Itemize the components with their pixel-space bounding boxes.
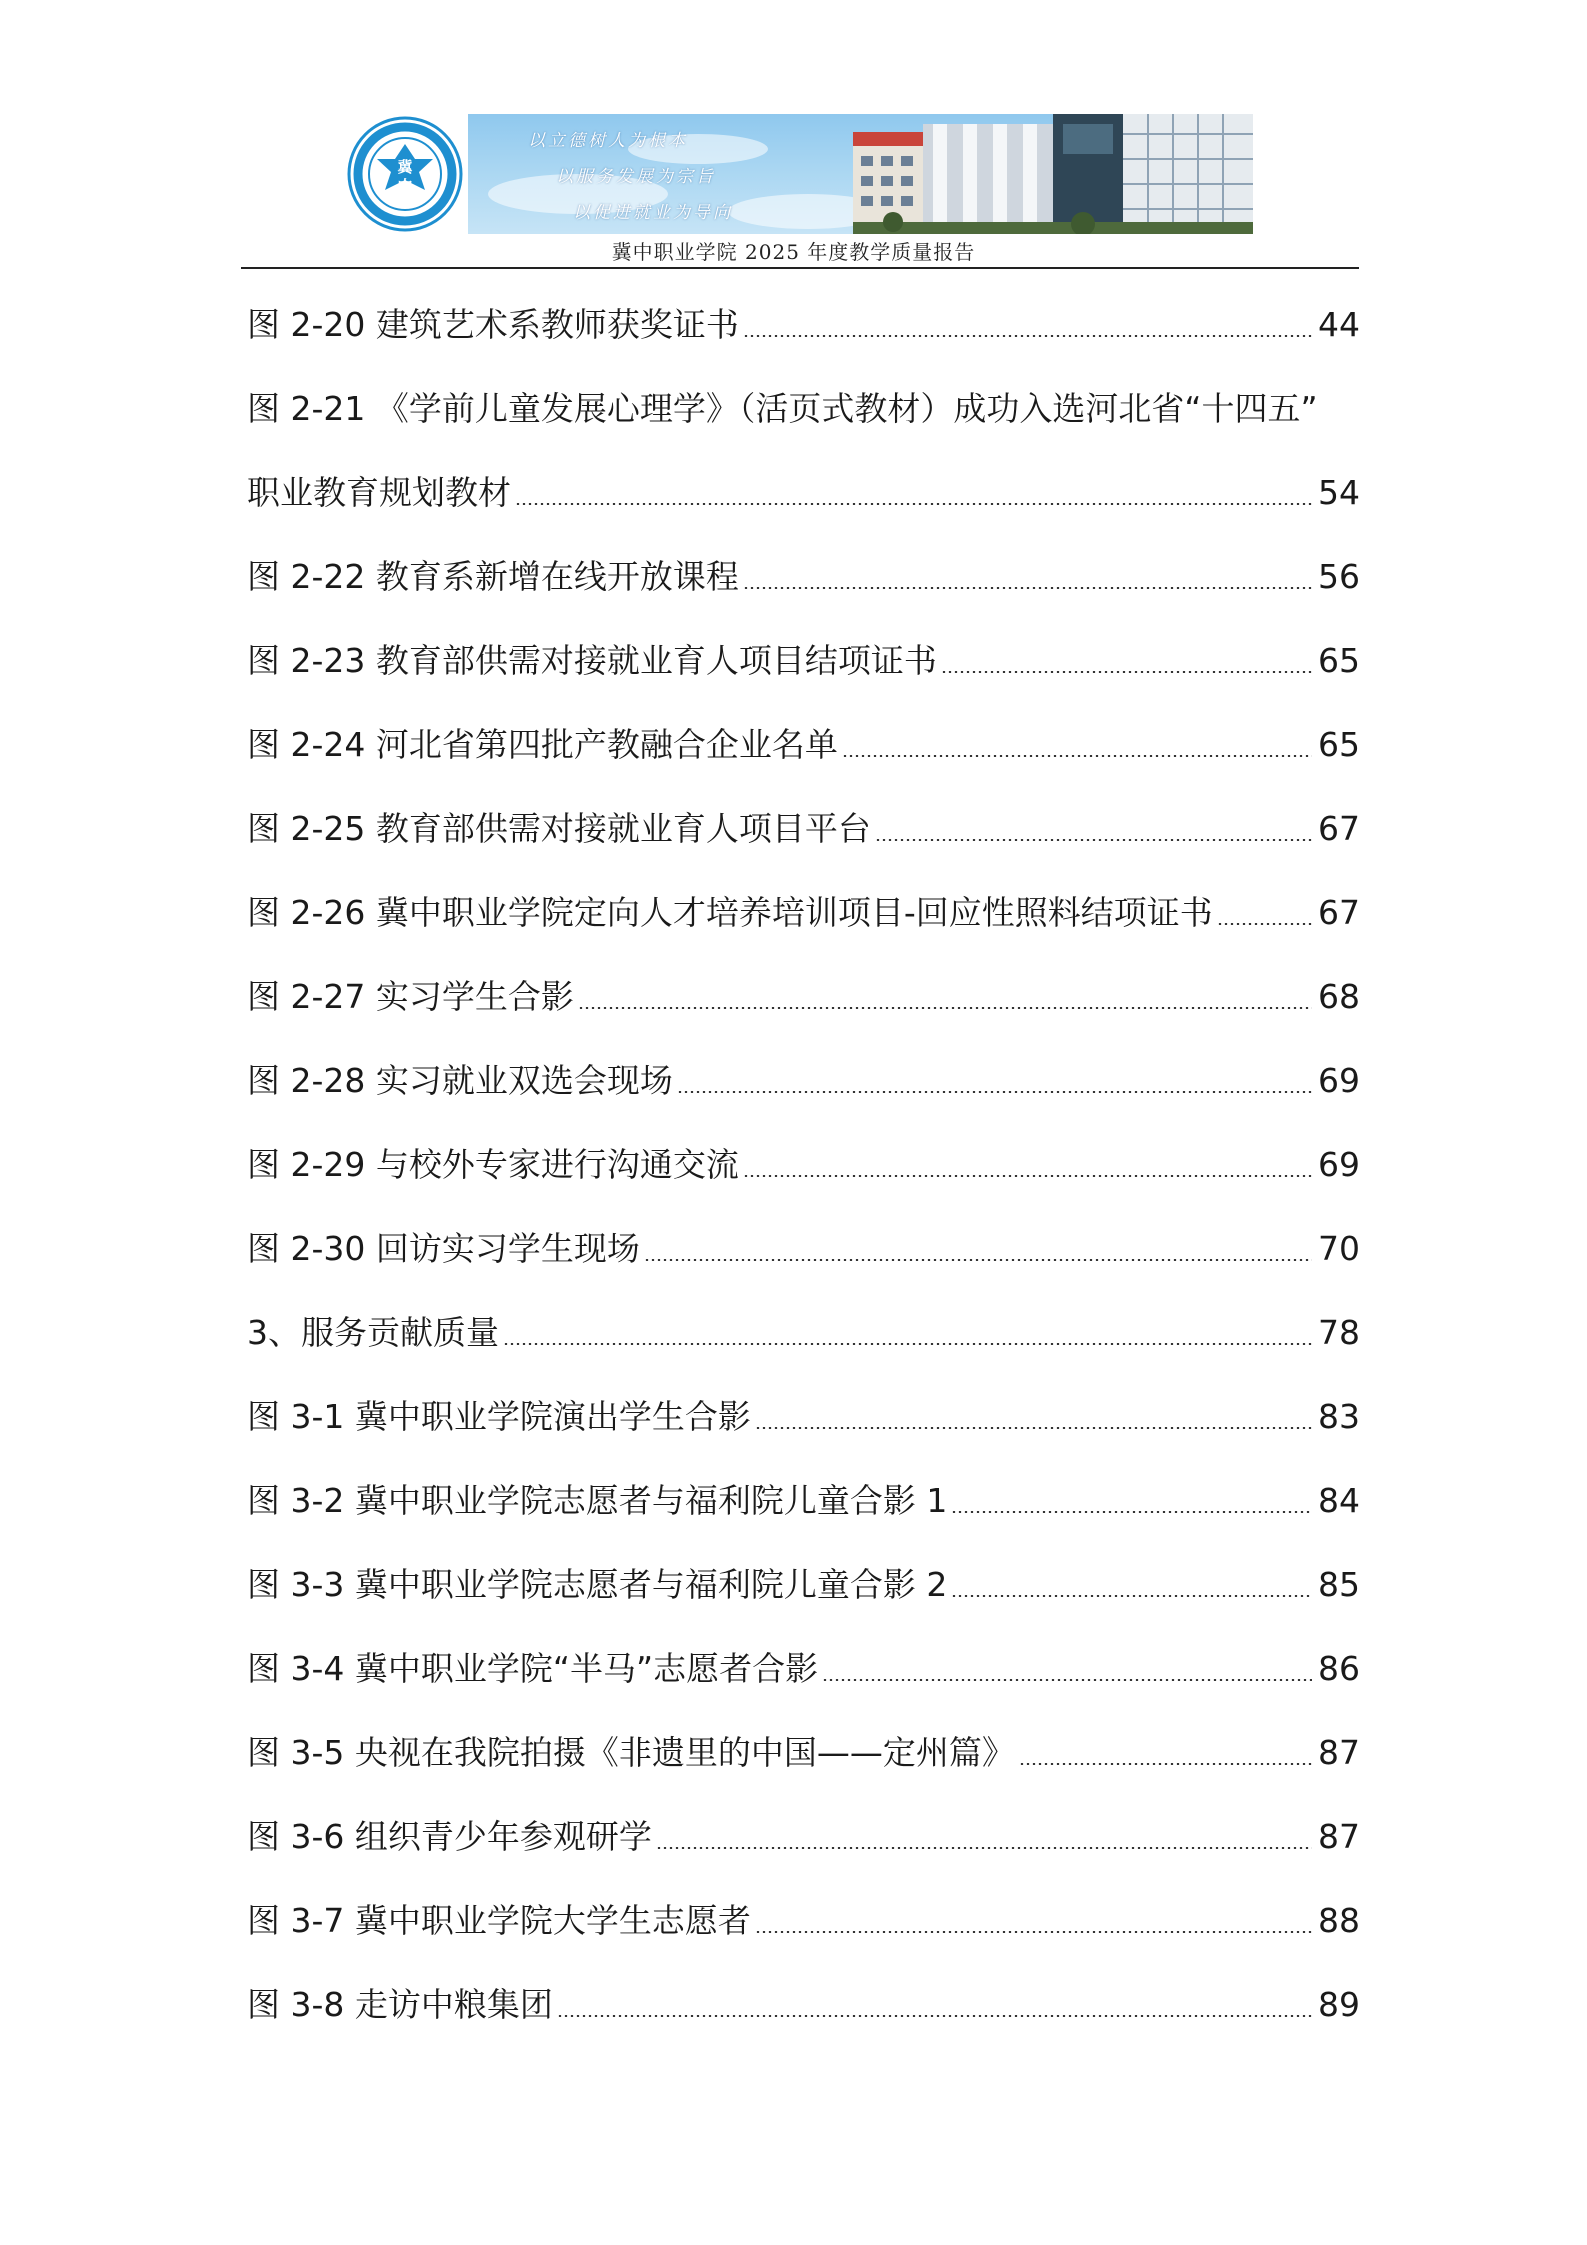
- toc-entry[interactable]: [247, 1878, 1360, 1962]
- entry-page-number: 89: [1318, 1984, 1360, 2024]
- entry-page-number: 65: [1318, 640, 1360, 680]
- toc-entry[interactable]: [247, 1458, 1360, 1542]
- dot-leader: [656, 1847, 1312, 1849]
- entry-page-number: 88: [1318, 1900, 1360, 1940]
- entry-title: 图 2-29 与校外专家进行沟通交流: [247, 1144, 739, 1184]
- toc-entry[interactable]: [247, 954, 1360, 1038]
- dot-leader: [578, 1007, 1312, 1009]
- dot-leader: [743, 335, 1312, 337]
- dot-leader: [951, 1595, 1312, 1597]
- dot-leader: [822, 1679, 1312, 1681]
- entry-title: 职业教育规划教材: [247, 472, 511, 512]
- entry-title: 图 3-4 冀中职业学院“半马”志愿者合影: [247, 1648, 819, 1688]
- toc-entry[interactable]: [247, 618, 1360, 702]
- section-title: 3、服务贡献质量: [247, 1312, 499, 1352]
- entry-title: 图 3-6 组织青少年参观研学: [247, 1816, 652, 1856]
- toc-entry[interactable]: [247, 534, 1360, 618]
- entry-page-number: 65: [1318, 724, 1360, 764]
- toc-entry[interactable]: [247, 1038, 1360, 1122]
- banner-sky: [468, 114, 1253, 234]
- entry-title: 图 2-27 实习学生合影: [247, 976, 574, 1016]
- entry-page-number: 69: [1318, 1144, 1360, 1184]
- entry-title: 图 2-22 教育系新增在线开放课程: [247, 556, 739, 596]
- toc-entry[interactable]: [247, 1122, 1360, 1206]
- logo-char-bottom: 中: [397, 177, 413, 195]
- toc-entry[interactable]: [247, 1710, 1360, 1794]
- report-header-caption: 冀中职业学院 2025 年度教学质量报告: [611, 240, 976, 264]
- dot-leader: [755, 1427, 1312, 1429]
- entry-page-number: 69: [1318, 1060, 1360, 1100]
- dot-leader: [755, 1931, 1312, 1933]
- toc-entry[interactable]: [247, 1374, 1360, 1458]
- entry-title: 图 2-20 建筑艺术系教师获奖证书: [247, 304, 739, 344]
- dot-leader: [1019, 1763, 1312, 1765]
- dot-leader: [503, 1343, 1312, 1345]
- entry-page-number: 78: [1318, 1312, 1360, 1352]
- entry-page-number: 85: [1318, 1564, 1360, 1604]
- toc-entry[interactable]: [247, 702, 1360, 786]
- entry-title: 图 2-25 教育部供需对接就业育人项目平台: [247, 808, 871, 848]
- entry-title: 图 3-1 冀中职业学院演出学生合影: [247, 1396, 751, 1436]
- entry-page-number: 83: [1318, 1396, 1360, 1436]
- toc-entry[interactable]: [247, 282, 1360, 366]
- entry-page-number: 67: [1318, 808, 1360, 848]
- dot-leader: [1217, 923, 1312, 925]
- entry-title: 图 3-2 冀中职业学院志愿者与福利院儿童合影 1: [247, 1480, 948, 1520]
- toc-entry[interactable]: [247, 870, 1360, 954]
- entry-page-number: 87: [1318, 1732, 1360, 1772]
- toc-entry[interactable]: [247, 786, 1360, 870]
- motto-line-1: 以立德树人为根本: [528, 131, 688, 151]
- dot-leader: [842, 755, 1312, 757]
- toc-section-entry[interactable]: [247, 1290, 1360, 1374]
- entry-title: 图 2-28 实习就业双选会现场: [247, 1060, 673, 1100]
- entry-title: 图 3-8 走访中粮集团: [247, 1984, 553, 2024]
- header-banner: [343, 114, 1253, 234]
- entry-title: 图 2-24 河北省第四批产教融合企业名单: [247, 724, 838, 764]
- entry-title: 图 2-23 教育部供需对接就业育人项目结项证书: [247, 640, 937, 680]
- entry-page-number: 54: [1318, 472, 1360, 512]
- entry-page-number: 87: [1318, 1816, 1360, 1856]
- dot-leader: [644, 1259, 1312, 1261]
- college-seal-icon: [343, 114, 468, 234]
- toc-entry[interactable]: [247, 366, 1360, 450]
- dot-leader: [515, 503, 1312, 505]
- entry-page-number: 68: [1318, 976, 1360, 1016]
- entry-title: 图 3-3 冀中职业学院志愿者与福利院儿童合影 2: [247, 1564, 948, 1604]
- dot-leader: [743, 1175, 1312, 1177]
- dot-leader: [743, 587, 1312, 589]
- toc-entry[interactable]: [247, 1206, 1360, 1290]
- entry-title: 图 3-7 冀中职业学院大学生志愿者: [247, 1900, 751, 1940]
- entry-page-number: 67: [1318, 892, 1360, 932]
- entry-page-number: 56: [1318, 556, 1360, 596]
- logo-char-top: 冀: [397, 158, 413, 176]
- dot-leader: [875, 839, 1312, 841]
- dot-leader: [951, 1511, 1312, 1513]
- motto-line-3: 以促进就业为导向: [573, 203, 733, 223]
- dot-leader: [677, 1091, 1312, 1093]
- campus-building-image: [853, 114, 1253, 234]
- toc-entry[interactable]: [247, 1542, 1360, 1626]
- entry-title: 图 2-26 冀中职业学院定向人才培养培训项目-回应性照料结项证书: [247, 892, 1213, 932]
- dot-leader: [557, 2015, 1312, 2017]
- motto-line-2: 以服务发展为宗旨: [556, 167, 716, 187]
- entry-page-number: 44: [1318, 304, 1360, 344]
- dot-leader: [941, 671, 1312, 673]
- figure-list: [247, 282, 1360, 2046]
- toc-entry[interactable]: [247, 1794, 1360, 1878]
- toc-entry[interactable]: [247, 1962, 1360, 2046]
- entry-page-number: 84: [1318, 1480, 1360, 1520]
- toc-entry[interactable]: [247, 1626, 1360, 1710]
- header-divider: [241, 267, 1359, 269]
- entry-title: 图 3-5 央视在我院拍摄《非遗里的中国——定州篇》: [247, 1732, 1015, 1772]
- college-logo: [343, 114, 468, 234]
- entry-page-number: 70: [1318, 1228, 1360, 1268]
- toc-entry-continuation[interactable]: [247, 450, 1360, 534]
- entry-page-number: 86: [1318, 1648, 1360, 1688]
- entry-title: 图 2-21 《学前儿童发展心理学》（活页式教材）成功入选河北省“十四五”: [247, 388, 1318, 428]
- entry-title: 图 2-30 回访实习学生现场: [247, 1228, 640, 1268]
